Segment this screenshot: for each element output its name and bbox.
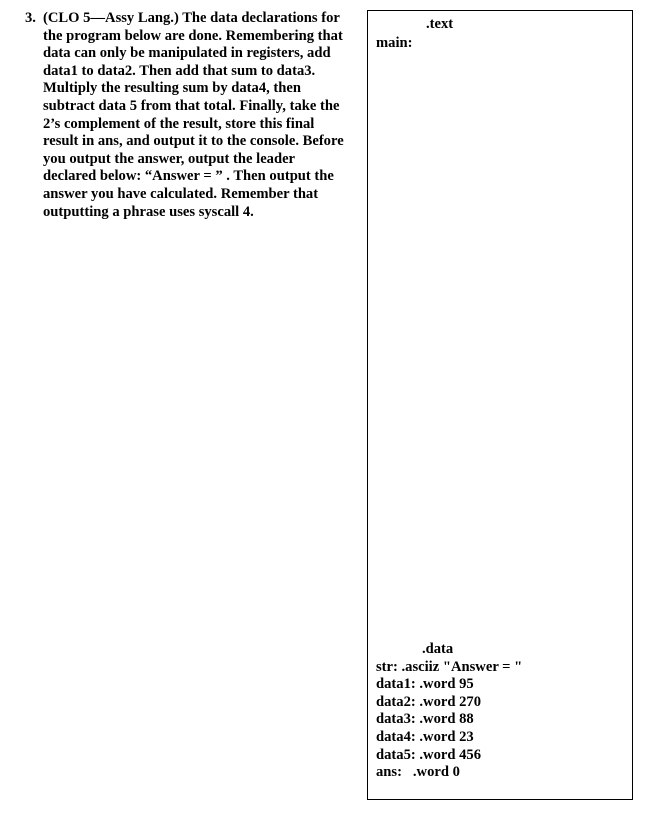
question-line: result in ans, and output it to the console. Before xyxy=(43,133,344,150)
data-declaration-data2: data2: .word 270 xyxy=(376,693,481,710)
question-line: data can only be manipulated in registers, add xyxy=(43,45,331,62)
data-declaration-ans: ans: .word 0 xyxy=(376,764,460,781)
question-line: data1 to data2. Then add that sum to data3. xyxy=(43,62,316,79)
question-block xyxy=(25,10,365,221)
question-text xyxy=(43,10,365,221)
question-line: declared below: “Answer = ” . Then output the xyxy=(43,168,334,185)
question-line: answer you have calculated. Remember that xyxy=(43,185,319,202)
question-line: the program below are done. Remembering that xyxy=(43,27,343,44)
question-line: Multiply the resulting sum by data4, then xyxy=(43,80,301,97)
question-line: subtract data 5 from that total. Finally, take the xyxy=(43,97,340,114)
data-declaration-data3: data3: .word 88 xyxy=(376,711,474,728)
data-declaration-data5: data5: .word 456 xyxy=(376,746,481,763)
question-line: you output the answer, output the leader xyxy=(43,150,296,167)
data-directive: .data xyxy=(422,641,454,657)
data-declaration-data4: data4: .word 23 xyxy=(376,728,474,745)
question-number: 3. xyxy=(25,10,36,26)
question-line: outputting a phrase uses syscall 4. xyxy=(43,203,254,220)
question-line: 2’s complement of the result, store this final xyxy=(43,115,315,132)
main-label: main: xyxy=(376,35,413,51)
data-declaration-data1: data1: .word 95 xyxy=(376,676,474,693)
question-line: (CLO 5—Assy Lang.) The data declarations for xyxy=(43,10,340,26)
data-section xyxy=(376,641,522,782)
text-directive: .text xyxy=(426,16,454,32)
data-declaration-str: str: .asciiz "Answer = " xyxy=(376,658,523,675)
code-answer-box[interactable] xyxy=(367,10,633,800)
